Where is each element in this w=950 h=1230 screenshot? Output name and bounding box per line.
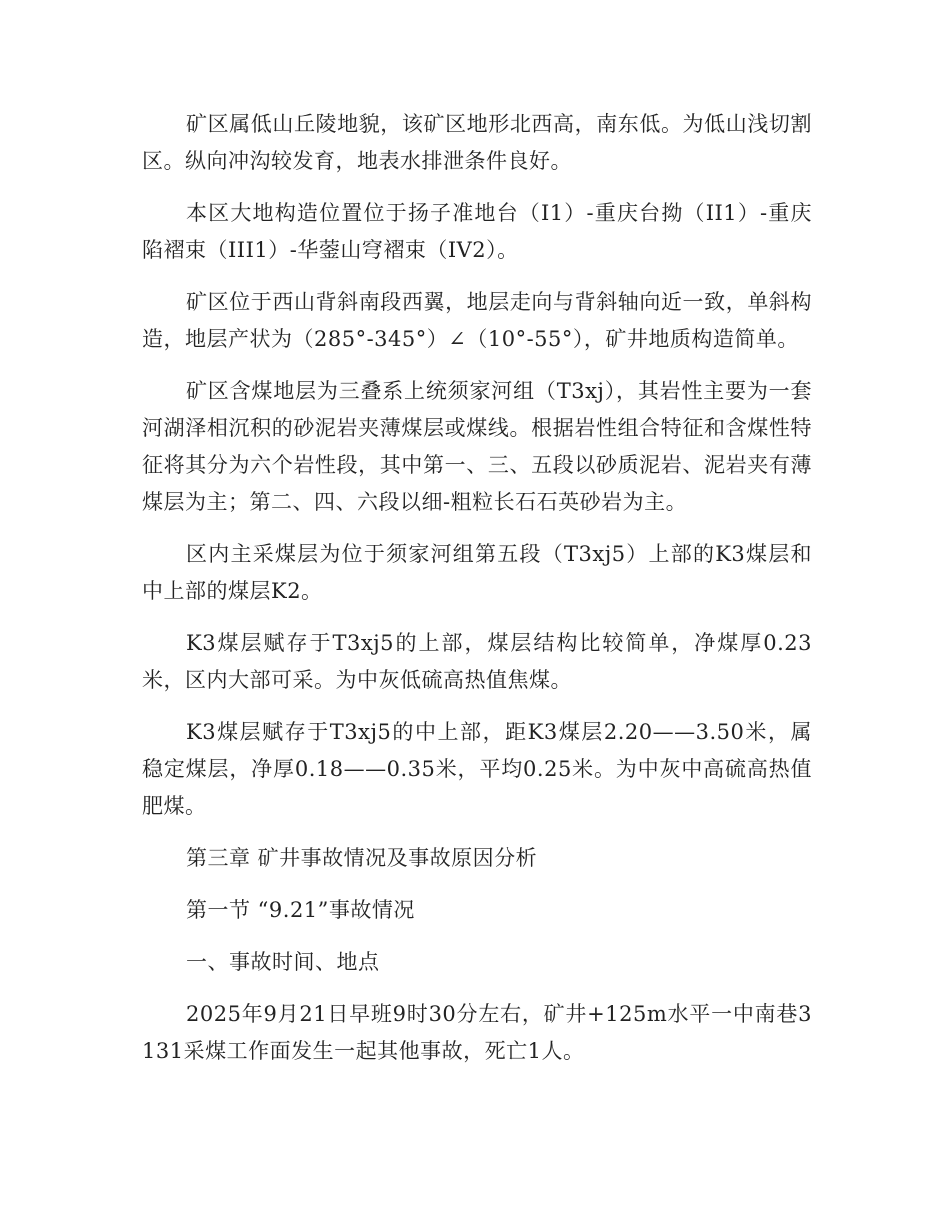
section-heading: 第一节 “9.21”事故情况 bbox=[186, 898, 415, 922]
subsection-heading: 一、事故时间、地点 bbox=[186, 950, 380, 974]
paragraph-k3-upper: K3煤层赋存于T3xj5的上部，煤层结构比较简单，净煤厚0.23米，区内大部可采。为中灰低硫高热值焦煤。 bbox=[142, 631, 812, 692]
paragraph-accident-time: 2025年9月21日早班9时30分左右，矿井+125m水平一中南巷3131采煤工作面发生一起其他事故，死亡1人。 bbox=[142, 1002, 812, 1063]
paragraph-coal-strata: 矿区含煤地层为三叠系上统须家河组（T3xj），其岩性主要为一套河湖泽相沉积的砂泥岩夹薄煤层或煤线。根据岩性组合特征和含煤性特征将其分为六个岩性段，其中第一、三、五段以砂质泥岩、泥岩夹有薄煤层为主；第二、四、六段以细-粗粒长石石英砂岩为主。 bbox=[142, 379, 812, 514]
chapter-heading: 第三章 矿井事故情况及事故原因分析 bbox=[186, 846, 538, 870]
paragraph-main-seams: 区内主采煤层为位于须家河组第五段（T3xj5）上部的K3煤层和中上部的煤层K2。 bbox=[142, 542, 812, 603]
paragraph-tectonic-position: 本区大地构造位置位于扬子准地台（I1）-重庆台拗（II1）-重庆陷褶束（III1）-华蓥山穹褶束（IV2）。 bbox=[142, 201, 812, 262]
paragraph-k3-middle: K3煤层赋存于T3xj5的中上部，距K3煤层2.20——3.50米，属稳定煤层，净厚0.18——0.35米，平均0.25米。为中灰中高硫高热值肥煤。 bbox=[142, 720, 812, 818]
paragraph-landform: 矿区属低山丘陵地貌，该矿区地形北西高，南东低。为低山浅切割区。纵向冲沟较发育，地表水排泄条件良好。 bbox=[142, 112, 812, 173]
paragraph-structure: 矿区位于西山背斜南段西翼，地层走向与背斜轴向近一致，单斜构造，地层产状为（285°-345°）∠（10°-55°），矿井地质构造简单。 bbox=[142, 290, 812, 351]
document-body bbox=[142, 106, 812, 1085]
